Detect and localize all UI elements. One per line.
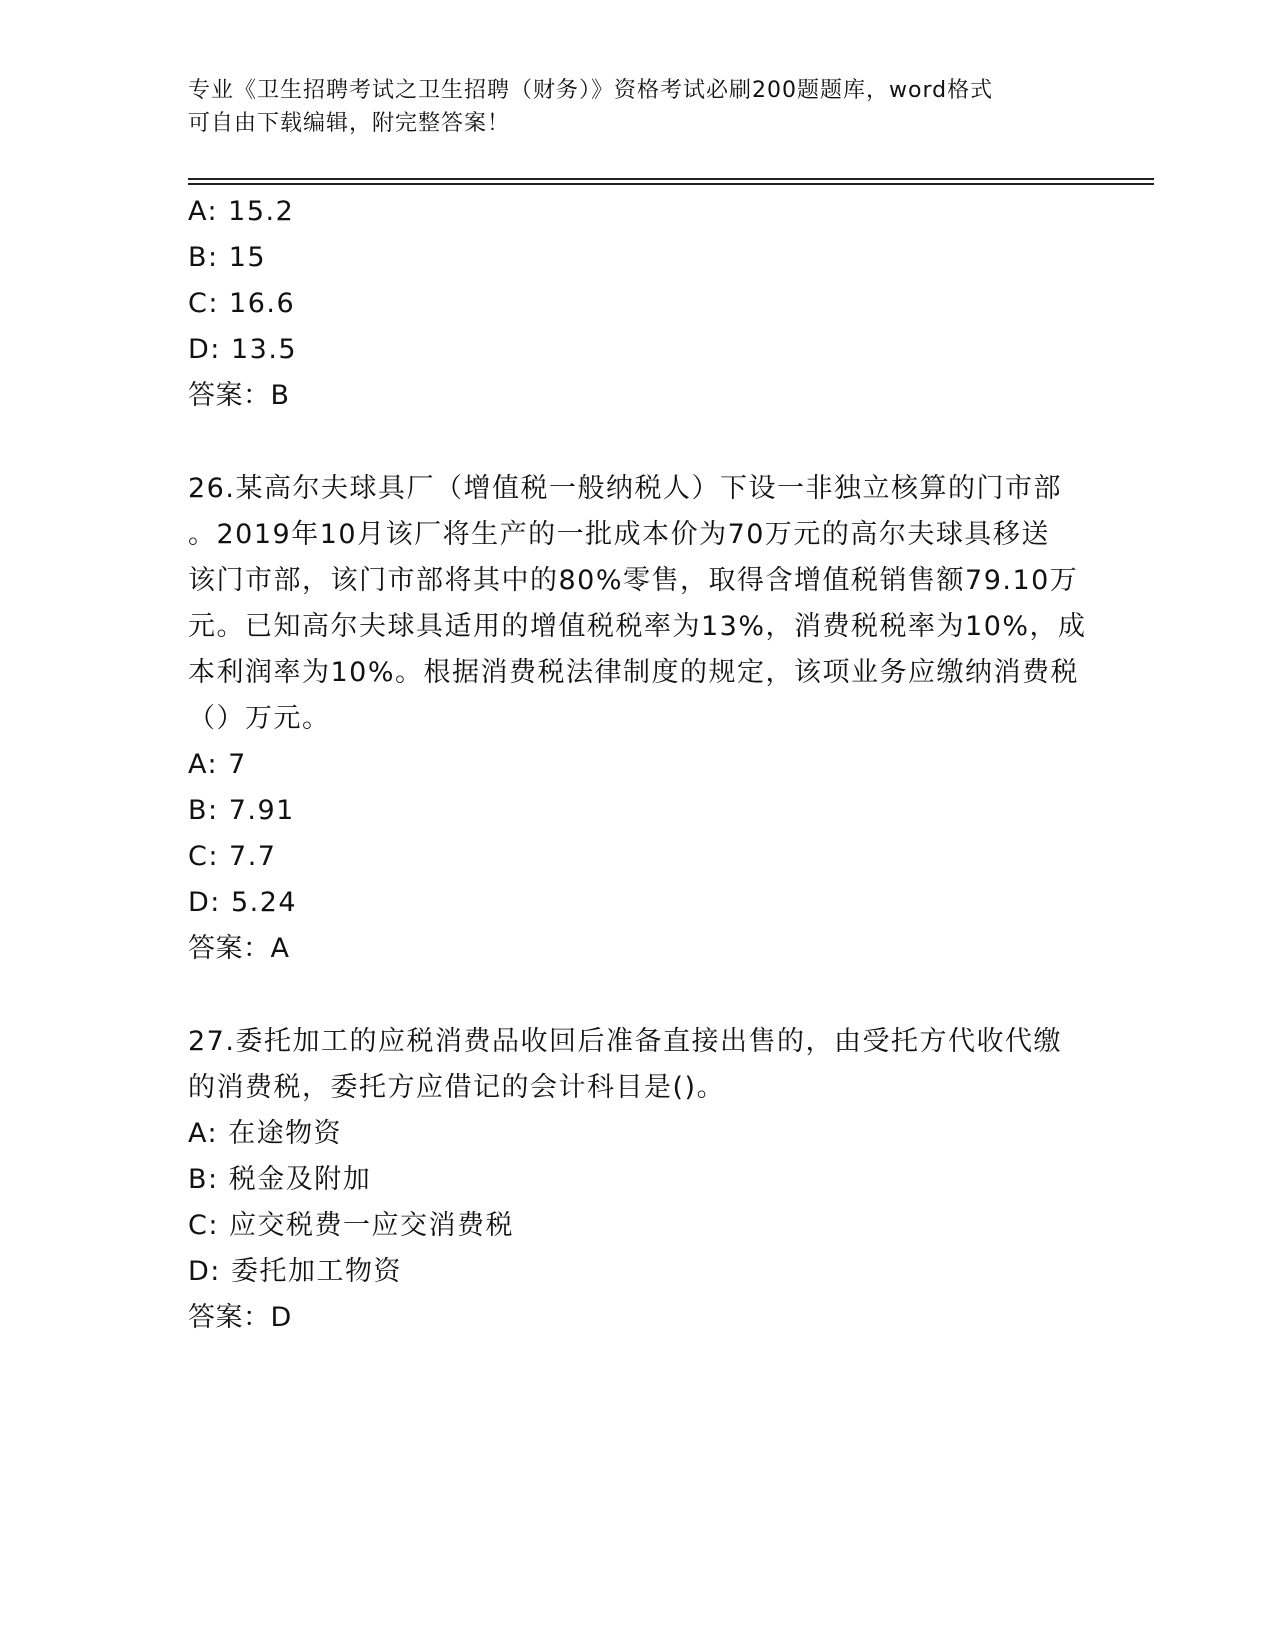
question-27	[188, 1019, 1088, 1341]
option-d: D: 5.24	[188, 887, 298, 918]
option-a: A: 15.2	[188, 196, 295, 227]
document-header	[188, 74, 1068, 140]
option-b: B: 税金及附加	[188, 1164, 372, 1195]
option-c: C: 应交税费一应交消费税	[188, 1210, 515, 1241]
header-line-1: 专业《卫生招聘考试之卫生招聘（财务）》资格考试必刷200题题库，word格式	[188, 78, 994, 103]
option-c: C: 16.6	[188, 288, 296, 319]
option-d: D: 13.5	[188, 334, 298, 365]
question-text-line: 。2019年10月该厂将生产的一批成本价为70万元的高尔夫球具移送	[188, 519, 1050, 550]
answer-line: 答案：B	[188, 380, 290, 411]
option-d: D: 委托加工物资	[188, 1256, 402, 1287]
question-text-line: 本利润率为10%。根据消费税法律制度的规定，该项业务应缴纳消费税	[188, 657, 1080, 688]
answer-line: 答案：D	[188, 1302, 292, 1333]
question-26	[188, 466, 1088, 972]
question-25	[188, 189, 1088, 419]
header-line-2: 可自由下载编辑，附完整答案！	[188, 111, 511, 136]
question-text-line: 该门市部，该门市部将其中的80%零售，取得含增值税销售额79.10万	[188, 565, 1079, 596]
option-b: B: 15	[188, 242, 267, 273]
answer-line: 答案：A	[188, 933, 290, 964]
option-a: A: 7	[188, 749, 247, 780]
question-text-line: 26.某高尔夫球具厂（增值税一般纳税人）下设一非独立核算的门市部	[188, 473, 1062, 504]
option-c: C: 7.7	[188, 841, 277, 872]
option-b: B: 7.91	[188, 795, 295, 826]
header-divider-top	[188, 178, 1154, 180]
question-text-line: 27.委托加工的应税消费品收回后准备直接出售的，由受托方代收代缴	[188, 1026, 1062, 1057]
document-body	[188, 189, 1088, 1341]
question-text-line: 的消费税，委托方应借记的会计科目是()。	[188, 1072, 726, 1103]
question-text-line: 元。已知高尔夫球具适用的增值税税率为13%，消费税税率为10%，成	[188, 611, 1087, 642]
question-text-line: （）万元。	[188, 703, 331, 734]
option-a: A: 在途物资	[188, 1118, 343, 1149]
header-divider-bottom	[188, 183, 1154, 185]
